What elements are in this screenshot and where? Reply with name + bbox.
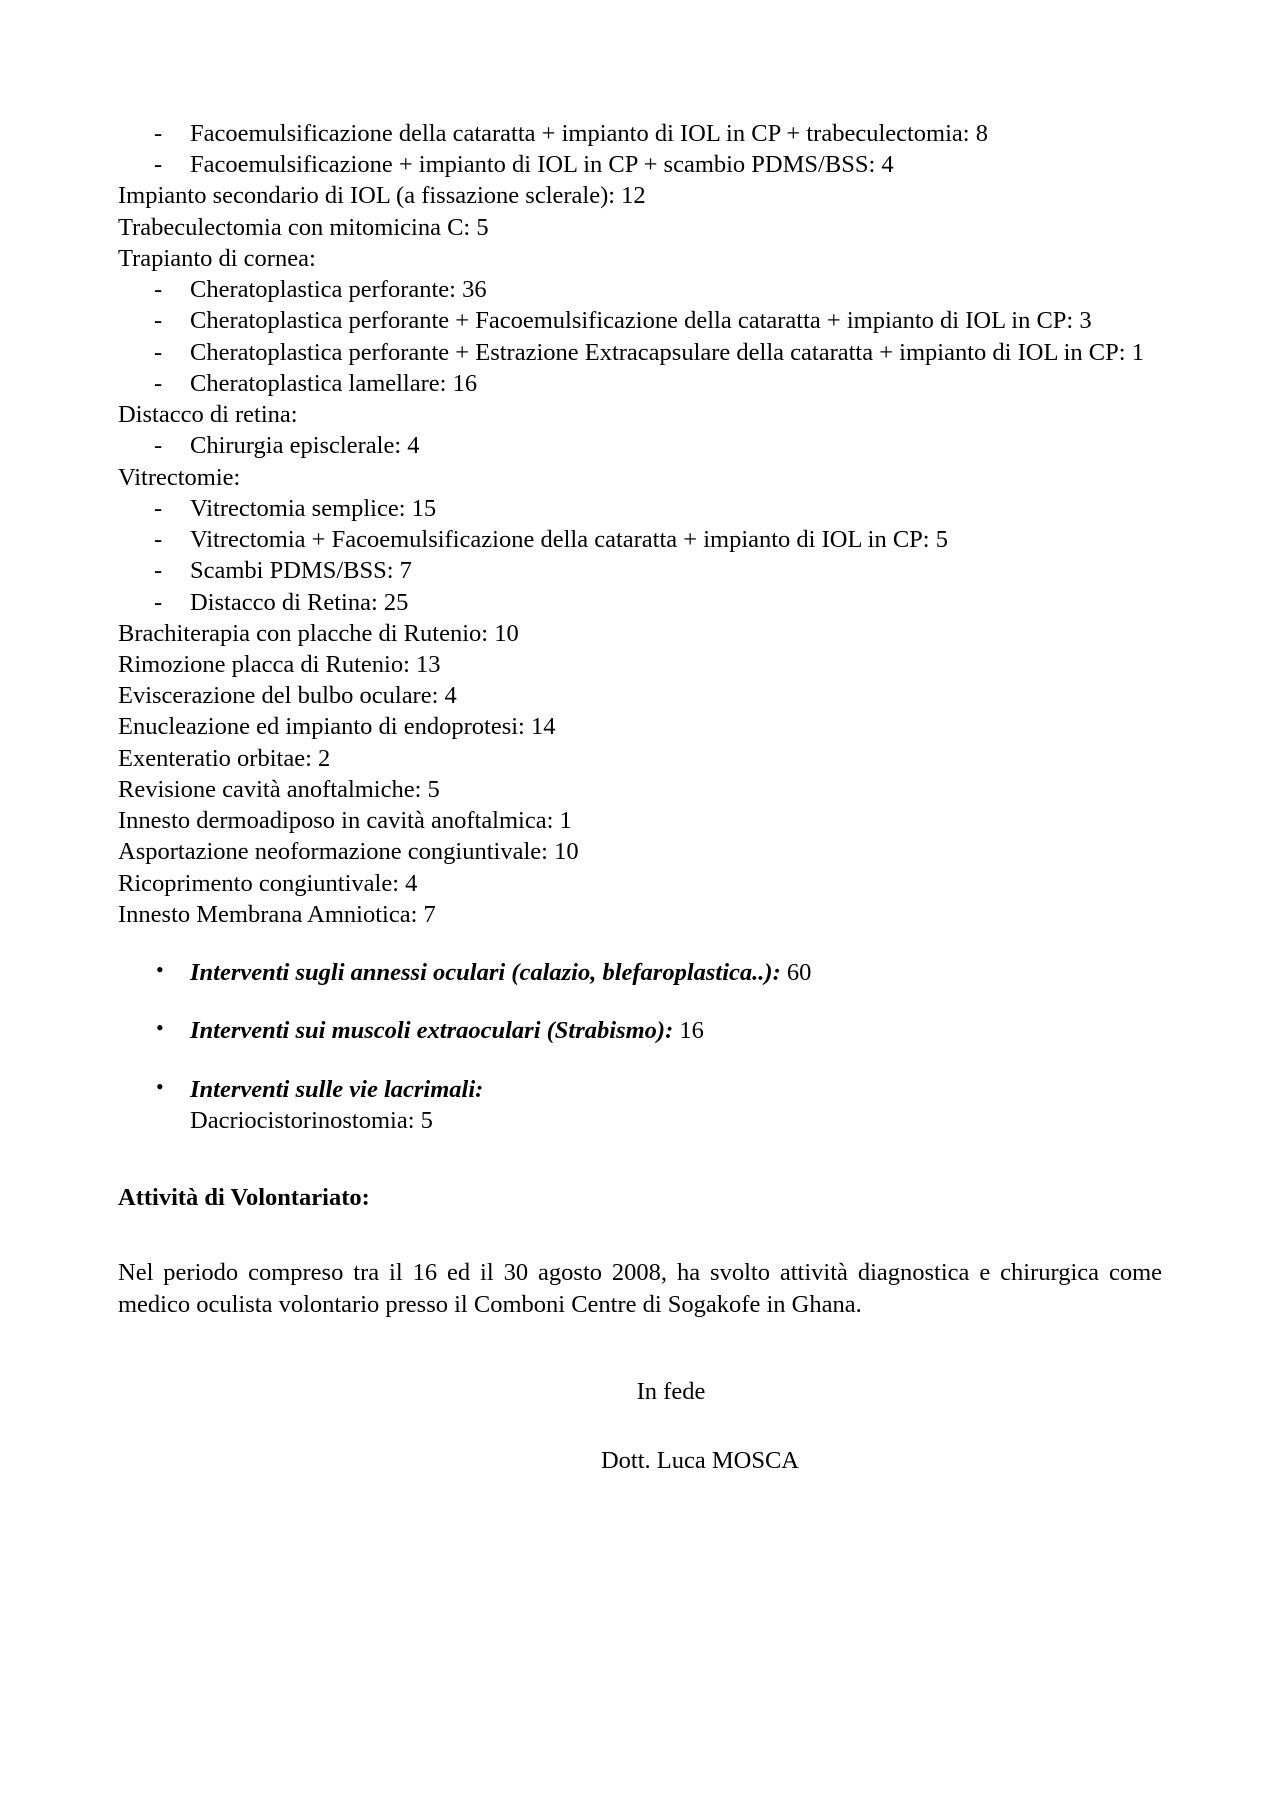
volunteer-paragraph: Nel periodo compreso tra il 16 ed il 30 agosto 2008, ha svolto attività diagnostica e chirurgica come medico oculista volontario presso il Comboni Centre di Sogakofe in Ghana. <box>118 1259 1162 1318</box>
list-item-text: Facoemulsificazione + impianto di IOL in CP + scambio PDMS/BSS: 4 <box>190 151 894 179</box>
list-item <box>118 555 1162 586</box>
line-innesto-dermoadiposo: Innesto dermoadiposo in cavità anoftalmica: 1 <box>118 807 572 835</box>
dash-marker-icon: - <box>154 307 163 335</box>
list-item-text: Chirurgia episclerale: 4 <box>190 432 420 460</box>
list-item-text: Cheratoplastica perforante + Estrazione Extracapsulare della cataratta + impianto di IOL in CP: 1 <box>190 338 1144 366</box>
bullet-marker-icon: • <box>156 957 164 983</box>
list-item-text: Cheratoplastica lamellare: 16 <box>190 369 478 397</box>
list-item <box>118 305 1162 336</box>
bullet-title: Interventi sui muscoli extraoculari (Strabismo): <box>190 1017 674 1045</box>
list-item-text: Cheratoplastica perforante + Facoemulsificazione della cataratta + impianto di IOL in CP: 3 <box>190 307 1092 335</box>
document-content <box>118 118 1162 1476</box>
list-item <box>118 430 1162 461</box>
dash-marker-icon: - <box>154 588 163 616</box>
line-brachiterapia: Brachiterapia con placche di Rutenio: 10 <box>118 619 519 647</box>
vitrectomie-dash-list <box>118 493 1162 618</box>
distacco-dash-list <box>118 430 1162 461</box>
line-trabeculectomia: Trabeculectomia con mitomicina C: 5 <box>118 213 489 241</box>
line-ricoprimento-congiuntivale: Ricoprimento congiuntivale: 4 <box>118 869 418 897</box>
list-item <box>118 957 1162 988</box>
list-item-text: Distacco di Retina: 25 <box>190 588 409 616</box>
line-rimozione-placca: Rimozione placca di Rutenio: 13 <box>118 650 441 678</box>
list-item-text: Vitrectomia + Facoemulsificazione della cataratta + impianto di IOL in CP: 5 <box>190 526 948 554</box>
list-item <box>118 368 1162 399</box>
list-item <box>118 1015 1162 1046</box>
bullet-title: Interventi sugli annessi oculari (calazio, blefaroplastica..): <box>190 959 781 987</box>
line-exenteratio: Exenteratio orbitae: 2 <box>118 744 331 772</box>
line-revisione-cavita: Revisione cavità anoftalmiche: 5 <box>118 775 440 803</box>
list-item-text: Cheratoplastica perforante: 36 <box>190 276 487 304</box>
bullet-title: Interventi sulle vie lacrimali: <box>190 1075 484 1103</box>
list-item <box>118 149 1162 180</box>
dash-marker-icon: - <box>154 432 163 460</box>
list-item <box>118 337 1162 368</box>
signature-name: Dott. Luca MOSCA <box>600 1446 800 1474</box>
list-item <box>118 1074 1162 1136</box>
dash-marker-icon: - <box>154 120 163 147</box>
list-item <box>118 587 1162 618</box>
heading-distacco-retina: Distacco di retina: <box>118 401 298 429</box>
dash-marker-icon: - <box>154 369 163 397</box>
list-item <box>118 524 1162 555</box>
list-item-text: Scambi PDMS/BSS: 7 <box>190 557 412 585</box>
top-dash-list <box>118 118 1162 180</box>
bullet-marker-icon: • <box>156 1015 164 1041</box>
line-eviscerazione: Eviscerazione del bulbo oculare: 4 <box>118 682 457 710</box>
section-heading-volontariato: Attività di Volontariato: <box>118 1184 370 1212</box>
line-asportazione-neoformazione: Asportazione neoformazione congiuntivale: 10 <box>118 838 579 866</box>
line-impianto-secondario: Impianto secondario di IOL (a fissazione sclerale): 12 <box>118 182 646 210</box>
bullet-count: 60 <box>780 959 812 987</box>
heading-trapianto-cornea: Trapianto di cornea: <box>118 244 316 272</box>
list-item <box>118 493 1162 524</box>
list-item-text: Facoemulsificazione della cataratta + impianto di IOL in CP + trabeculectomia: 8 <box>190 120 988 147</box>
list-item <box>118 118 1162 149</box>
dash-marker-icon: - <box>154 338 163 366</box>
list-item-text: Vitrectomia semplice: 15 <box>190 494 437 522</box>
dash-marker-icon: - <box>154 276 163 304</box>
dash-marker-icon: - <box>154 557 163 585</box>
dash-marker-icon: - <box>154 526 163 554</box>
bullet-marker-icon: • <box>156 1073 164 1099</box>
heading-vitrectomie: Vitrectomie: <box>118 463 241 491</box>
bullet-count: 16 <box>673 1017 704 1045</box>
signature-closing: In fede <box>636 1377 706 1405</box>
dash-marker-icon: - <box>154 151 163 179</box>
line-innesto-membrana-amniotica: Innesto Membrana Amniotica: 7 <box>118 900 436 928</box>
signature-block <box>118 1376 1162 1476</box>
bullet-sub-line: Dacriocistorinostomia: 5 <box>190 1106 433 1134</box>
interventi-bullet-list <box>118 957 1162 1136</box>
cornea-dash-list <box>118 274 1162 399</box>
line-enucleazione: Enucleazione ed impianto di endoprotesi: 14 <box>118 713 556 741</box>
dash-marker-icon: - <box>154 494 163 522</box>
list-item <box>118 274 1162 305</box>
